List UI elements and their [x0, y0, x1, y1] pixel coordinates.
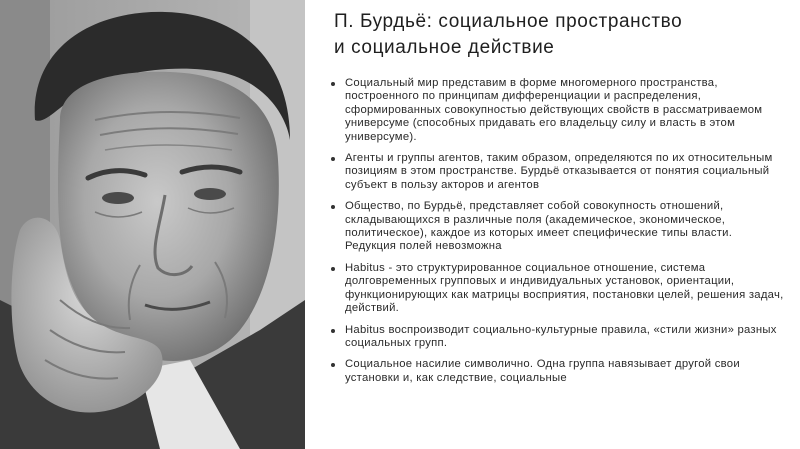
bullet-text: Habitus - это структурированное социальное отношение, система долговременных групповых и индивидуальных установок, ориентации, функционирующих как матрицы восприятия, постановки целей, решения задач, действий.	[345, 261, 784, 315]
bullet-item	[331, 77, 786, 144]
title-line-1: П. Бурдьё: социальное пространство	[334, 11, 683, 32]
bullet-text: Социальное насилие символично. Одна группа навязывает другой свои установки и, как следствие, социальные	[345, 358, 740, 384]
bullet-text: Социальный мир представим в форме многомерного пространства, построенного по принципам дифференциации и распределения, сформированных совокупностью действующих свойств в рассматриваемом универсуме (способных придавать его владельцу силу и власть в этом универсуме).	[345, 77, 763, 143]
bullet-dot-icon	[331, 205, 335, 209]
bullet-item	[331, 152, 786, 192]
bullet-list	[331, 77, 786, 393]
bullet-item	[331, 262, 786, 316]
bullet-text: Агенты и группы агентов, таким образом, определяются по их относительным позициям в этом пространстве. Бурдьё отказывается от понятия социальный субъект в пользу акторов и агентов	[345, 152, 773, 191]
portrait-image	[0, 0, 305, 449]
bullet-dot-icon	[331, 363, 335, 367]
title-line-2: и социальное действие	[334, 37, 555, 58]
bullet-dot-icon	[331, 82, 335, 86]
bullet-dot-icon	[331, 157, 335, 161]
bullet-item	[331, 200, 786, 254]
bullet-dot-icon	[331, 267, 335, 271]
bullet-text: Общество, по Бурдьё, представляет собой совокупность отношений, складывающихся в различные поля (академическое, экономическое, политическое), каждое из которых имеет специфические типы власти. Редукция полей невозможна	[345, 200, 733, 253]
bullet-item	[331, 324, 786, 351]
slide-title	[334, 9, 784, 61]
portrait-photo	[0, 0, 305, 449]
bullet-dot-icon	[331, 329, 335, 333]
bullet-item	[331, 358, 786, 385]
bullet-text: Habitus воспроизводит социально-культурные правила, «стили жизни» разных социальных групп.	[345, 323, 777, 349]
